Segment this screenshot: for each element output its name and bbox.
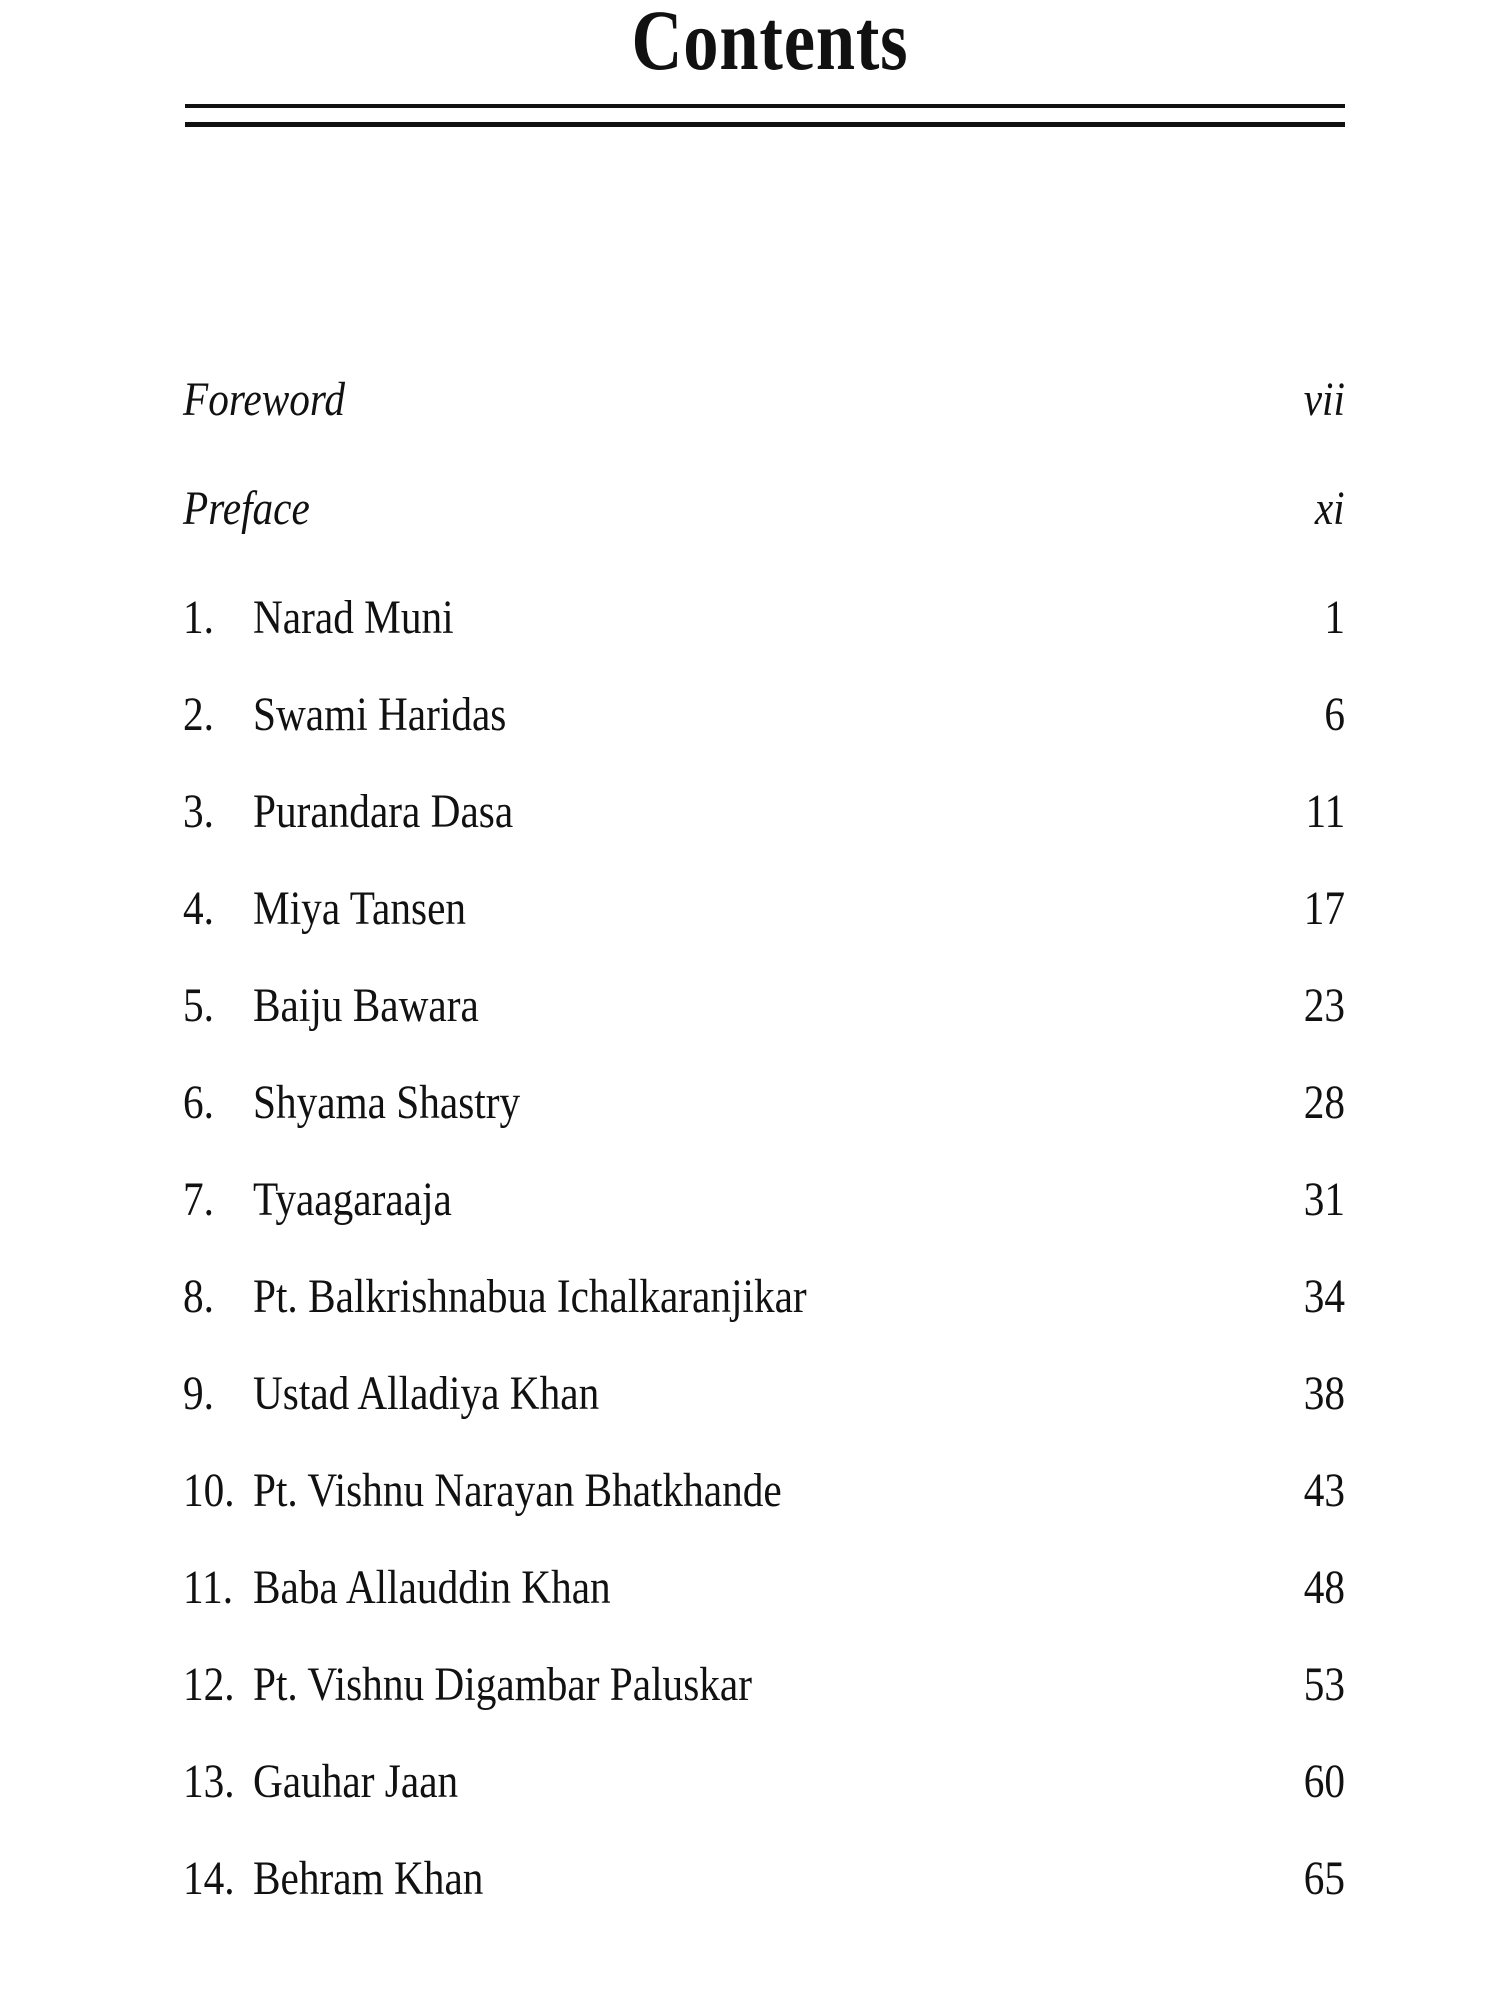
toc-entry-chapter: [183, 881, 1345, 978]
toc-entry-foreword: [183, 372, 1345, 481]
toc-entry-number: 6.: [183, 1076, 214, 1129]
toc-entry-page: 23: [1303, 979, 1345, 1032]
toc-entry-title: Foreword: [183, 373, 346, 426]
toc-entry-page: 11: [1305, 785, 1345, 838]
toc-entry-title: Narad Muni: [253, 591, 454, 644]
toc-entry-page: xi: [1315, 482, 1345, 535]
toc-entry-chapter: [183, 1560, 1345, 1657]
toc-entry-preface: [183, 481, 1345, 590]
toc-entry-number: 14.: [183, 1852, 235, 1905]
toc-entry-title: Pt. Balkrishnabua Ichalkaranjikar: [253, 1270, 807, 1323]
toc-entry-page: vii: [1303, 373, 1345, 426]
toc-entry-title: Gauhar Jaan: [253, 1755, 459, 1808]
toc-entry-title: Pt. Vishnu Digambar Paluskar: [253, 1658, 752, 1711]
toc-entry-title: Miya Tansen: [253, 882, 467, 935]
toc-entry-chapter: [183, 1075, 1345, 1172]
toc-entry-number: 1.: [183, 591, 214, 644]
toc-entry-title: Shyama Shastry: [253, 1076, 521, 1129]
toc-entry-title: Tyaagaraaja: [253, 1173, 452, 1226]
toc-entry-title: Ustad Alladiya Khan: [253, 1367, 600, 1420]
toc-entry-number: 9.: [183, 1367, 214, 1420]
heading-rule-top: [185, 104, 1345, 108]
toc-entry-title: Baiju Bawara: [253, 979, 479, 1032]
toc-entry-chapter: [183, 978, 1345, 1075]
toc-entry-page: 31: [1303, 1173, 1345, 1226]
toc-entry-chapter: [183, 1754, 1345, 1851]
toc-entry-chapter: [183, 1269, 1345, 1366]
toc-entry-chapter: [183, 1366, 1345, 1463]
toc-entry-page: 48: [1303, 1561, 1345, 1614]
toc-entry-title: Pt. Vishnu Narayan Bhatkhande: [253, 1464, 782, 1517]
toc-entry-chapter: [183, 1172, 1345, 1269]
toc-entry-title: Preface: [183, 482, 310, 535]
toc-entry-chapter: [183, 784, 1345, 881]
toc-entry-page: 28: [1303, 1076, 1345, 1129]
toc-entry-page: 1: [1324, 591, 1345, 644]
toc-entry-page: 65: [1303, 1852, 1345, 1905]
toc-entry-number: 4.: [183, 882, 214, 935]
toc-entry-chapter: [183, 1463, 1345, 1560]
toc-entry-page: 34: [1303, 1270, 1345, 1323]
toc-entry-title: Baba Allauddin Khan: [253, 1561, 611, 1614]
toc-entry-number: 12.: [183, 1658, 235, 1711]
toc-entry-chapter: [183, 590, 1345, 687]
toc-entry-number: 7.: [183, 1173, 214, 1226]
toc-entry-page: 60: [1303, 1755, 1345, 1808]
toc-entry-title: Swami Haridas: [253, 688, 507, 741]
toc-entry-number: 3.: [183, 785, 214, 838]
toc-entry-title: Behram Khan: [253, 1852, 484, 1905]
toc-entry-page: 53: [1303, 1658, 1345, 1711]
toc-entry-page: 43: [1303, 1464, 1345, 1517]
toc-entry-page: 6: [1324, 688, 1345, 741]
toc-entry-chapter: [183, 1851, 1345, 1948]
toc-entry-number: 10.: [183, 1464, 235, 1517]
toc-entry-page: 38: [1303, 1367, 1345, 1420]
toc-entry-page: 17: [1303, 882, 1345, 935]
toc-entry-chapter: [183, 1657, 1345, 1754]
heading-rule-bottom: [185, 122, 1345, 127]
toc-entry-number: 13.: [183, 1755, 235, 1808]
toc-entry-number: 8.: [183, 1270, 214, 1323]
toc-entry-number: 11.: [183, 1561, 234, 1614]
toc-entry-title: Purandara Dasa: [253, 785, 514, 838]
toc-entry-number: 5.: [183, 979, 214, 1032]
table-of-contents: [183, 372, 1345, 1948]
toc-entry-chapter: [183, 687, 1345, 784]
toc-entry-number: 2.: [183, 688, 214, 741]
page-title: Contents: [631, 0, 909, 88]
